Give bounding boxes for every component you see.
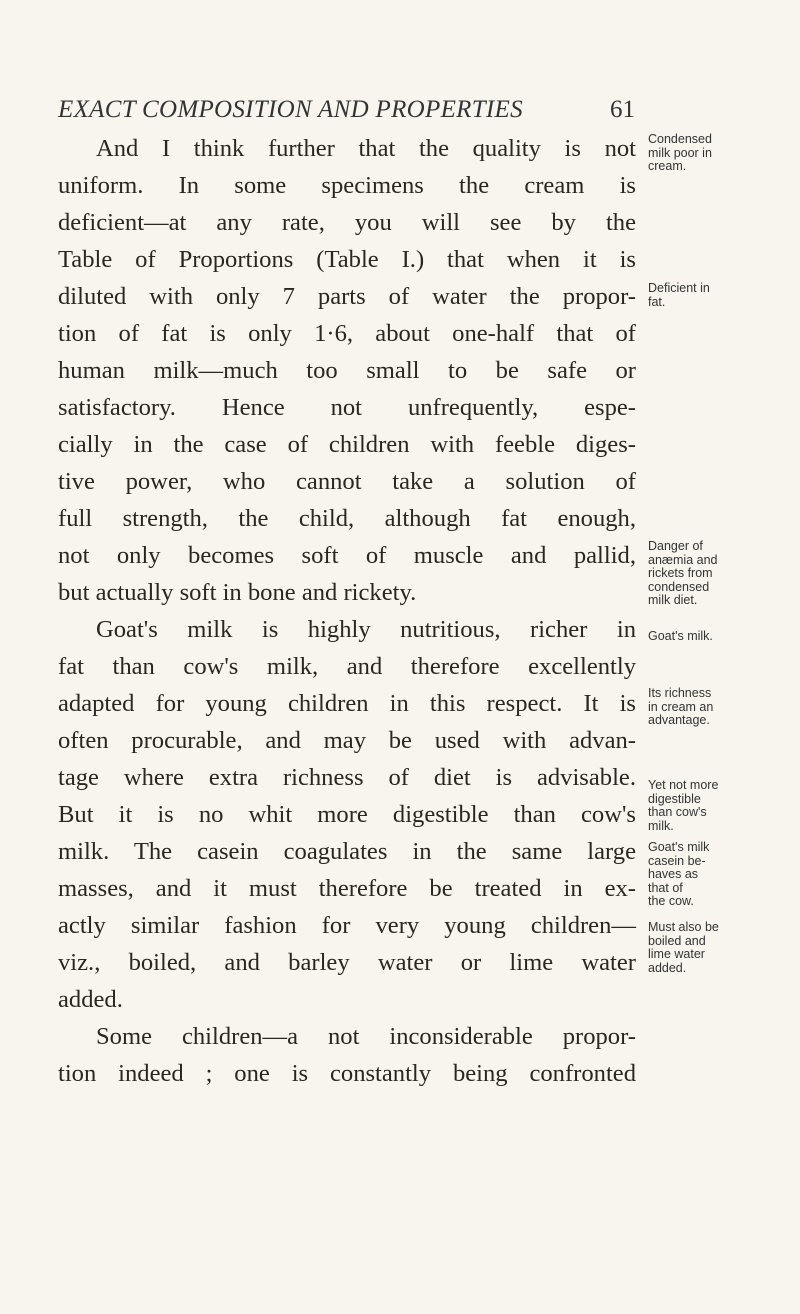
body-line: satisfactory. Hence not unfrequently, espe-: [58, 394, 636, 421]
margin-note-line: advantage.: [648, 713, 710, 727]
body-line: but actually soft in bone and rickety.: [58, 579, 417, 606]
margin-note-deficient-fat: [648, 282, 798, 309]
body-line: uniform. In some specimens the cream is: [58, 172, 636, 199]
margin-note-line: Deficient in: [648, 281, 710, 295]
body-line: milk. The casein coagulates in the same large: [58, 838, 636, 865]
page-number: 61: [610, 96, 635, 123]
body-line: tion indeed ; one is constantly being confronted: [58, 1060, 636, 1087]
margin-note-boiled: [648, 921, 798, 975]
margin-note-line: Must also be: [648, 920, 719, 934]
body-line: adapted for young children in this respect. It is: [58, 690, 636, 717]
margin-note-line: haves as: [648, 867, 699, 881]
margin-note-line: Goat's milk: [648, 840, 710, 854]
body-line: added.: [58, 986, 123, 1013]
margin-note-line: fat.: [648, 294, 666, 309]
body-line: tive power, who cannot take a solution of: [58, 468, 636, 495]
body-line: tage where extra richness of diet is advisable.: [58, 764, 636, 791]
body-line: not only becomes soft of muscle and pallid,: [58, 542, 636, 569]
body-line: fat than cow's milk, and therefore excellently: [58, 653, 636, 680]
body-line: diluted with only 7 parts of water the propor-: [58, 283, 636, 310]
margin-note-richness: [648, 687, 798, 728]
body-line: And I think further that the quality is not: [96, 135, 636, 162]
body-line: viz., boiled, and barley water or lime water: [58, 949, 636, 976]
body-line: Some children—a not inconsiderable propor-: [96, 1023, 636, 1050]
margin-note-line: boiled and: [648, 933, 706, 948]
margin-note-line: milk diet.: [648, 593, 698, 607]
margin-note-line: than cow's: [648, 805, 707, 819]
margin-note-line: anæmia and: [648, 552, 718, 567]
margin-note-line: the cow.: [648, 894, 694, 908]
margin-note-line: Danger of: [648, 539, 703, 553]
body-line: Goat's milk is highly nutritious, richer in: [96, 616, 636, 643]
body-line: tion of fat is only 1·6, about one-half that of: [58, 320, 636, 347]
margin-note-line: condensed: [648, 579, 710, 594]
margin-note-condensed-milk: [648, 133, 798, 174]
margin-note-line: Its richness: [648, 686, 712, 700]
margin-note-line: that of: [648, 880, 683, 895]
margin-note-line: Goat's milk.: [648, 629, 713, 643]
margin-note-casein: [648, 841, 798, 909]
margin-note-line: in cream an: [648, 699, 714, 714]
margin-note-line: Yet not more: [648, 778, 719, 792]
margin-note-line: added.: [648, 960, 687, 975]
margin-note-not-more-digestible: [648, 779, 798, 833]
margin-note-line: digestible: [648, 791, 701, 806]
body-line: cially in the case of children with feeble diges-: [58, 431, 636, 458]
margin-note-goats-milk: [648, 630, 798, 644]
margin-note-line: cream.: [648, 159, 687, 173]
margin-note-line: milk poor in: [648, 145, 712, 160]
body-line: masses, and it must therefore be treated in ex-: [58, 875, 636, 902]
body-line: But it is no whit more digestible than cow's: [58, 801, 636, 828]
margin-note-line: Condensed: [648, 132, 712, 146]
margin-note-line: rickets from: [648, 566, 713, 580]
body-text: [58, 130, 636, 1092]
body-line: human milk—much too small to be safe or: [58, 357, 636, 384]
margin-note-line: lime water: [648, 947, 705, 961]
running-header: EXACT COMPOSITION AND PROPERTIES: [58, 96, 523, 123]
body-line: full strength, the child, although fat enough,: [58, 505, 636, 532]
body-line: Table of Proportions (Table I.) that when it is: [58, 246, 636, 273]
margin-note-line: milk.: [648, 818, 674, 833]
body-line: actly similar fashion for very young children—: [58, 912, 636, 939]
body-line: often procurable, and may be used with advan-: [58, 727, 636, 754]
margin-note-line: casein be-: [648, 853, 706, 868]
margin-note-danger-anaemia: [648, 540, 798, 608]
body-line: deficient—at any rate, you will see by the: [58, 209, 636, 236]
